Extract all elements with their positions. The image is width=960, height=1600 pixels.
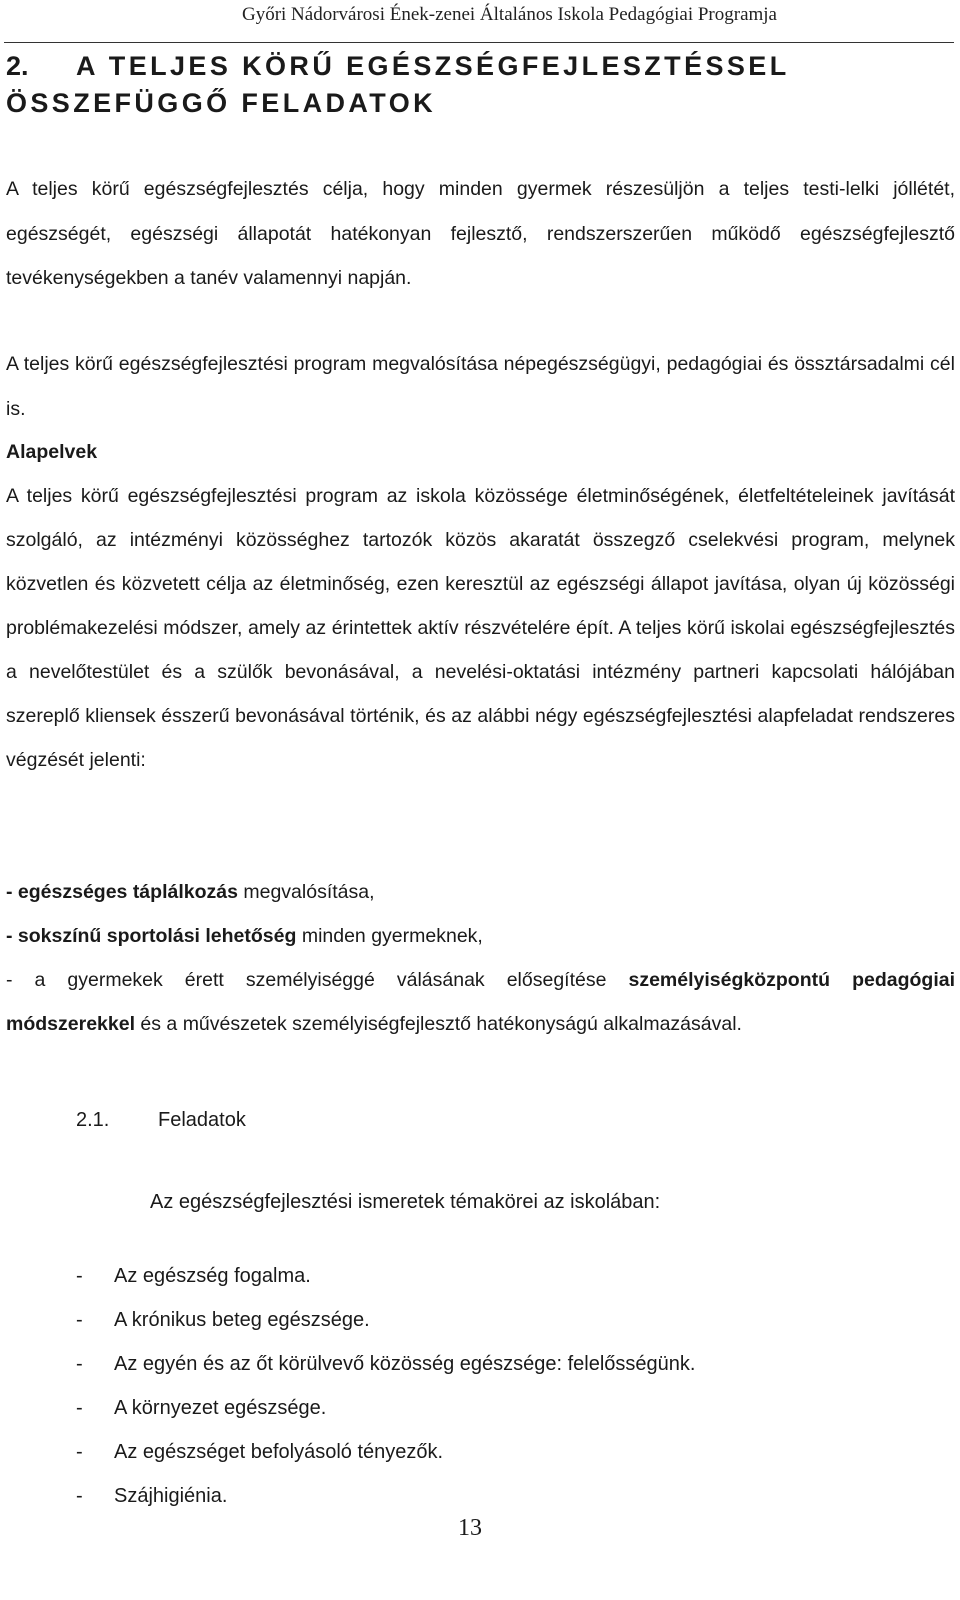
list-item-text: Szájhigiénia. bbox=[114, 1485, 228, 1507]
list-item-text: Az egyén és az őt körülvevő közösség egészsége: felelősségünk. bbox=[114, 1353, 696, 1375]
task-item-personality-bold: személyiségközpontú pedagógiai módszerekkel bbox=[6, 969, 955, 1035]
list-bullet: - bbox=[76, 1309, 83, 1331]
list-bullet: - bbox=[76, 1353, 83, 1375]
list-bullet: - bbox=[76, 1441, 83, 1463]
list-item bbox=[76, 1254, 695, 1298]
paragraph-goal: A teljes körű egészségfejlesztés célja, hogy minden gyermek részesüljön a teljes testi-lelki jóllétét, egészségét, egészségi állapotát hatékonyan fejlesztő, rendszerszerűen működő egészségfejlesztő tevékenységekben a tanév valamennyi napján. bbox=[6, 178, 955, 289]
section-heading-alapelvek: Alapelvek bbox=[6, 441, 98, 463]
list-item bbox=[76, 1474, 695, 1518]
list-bullet: - bbox=[76, 1397, 83, 1419]
paragraph-program: A teljes körű egészségfejlesztési program megvalósítása népegészségügyi, pedagógiai és össztársadalmi cél is. bbox=[6, 353, 955, 420]
subsection-title: Feladatok bbox=[158, 1109, 246, 1131]
task-item-personality-pre: - a gyermekek érett személyiséggé válásának elősegítése bbox=[6, 969, 629, 991]
task-item-nutrition bbox=[6, 870, 955, 914]
topics-list bbox=[76, 1254, 695, 1518]
list-item-text: A környezet egészsége. bbox=[114, 1397, 327, 1419]
list-bullet: - bbox=[76, 1265, 83, 1287]
chapter-title-line2: ÖSSZEFÜGGŐ FELADATOK bbox=[6, 88, 437, 118]
page-number: 13 bbox=[458, 1515, 482, 1541]
header-divider bbox=[4, 42, 954, 43]
chapter-title-line1: A TELJES KÖRŰ EGÉSZSÉGFEJLESZTÉSSEL bbox=[76, 51, 790, 81]
task-item-nutrition-bold: - egészséges táplálkozás bbox=[6, 881, 238, 903]
chapter-number: 2. bbox=[6, 51, 29, 81]
list-item-text: A krónikus beteg egészsége. bbox=[114, 1309, 370, 1331]
task-item-sport-bold: - sokszínű sportolási lehetőség bbox=[6, 925, 297, 947]
list-item bbox=[76, 1298, 695, 1342]
running-header: Győri Nádorvárosi Ének-zenei Általános Iskola Pedagógiai Programja bbox=[241, 4, 777, 25]
list-bullet: - bbox=[76, 1485, 83, 1507]
list-item bbox=[76, 1430, 695, 1474]
list-item-text: Az egészség fogalma. bbox=[114, 1265, 311, 1287]
task-item-sport bbox=[6, 914, 955, 958]
subsection-number: 2.1. bbox=[76, 1109, 110, 1131]
chapter-title bbox=[6, 48, 906, 122]
topics-intro: Az egészségfejlesztési ismeretek témakörei az iskolában: bbox=[150, 1191, 661, 1213]
list-item bbox=[76, 1386, 695, 1430]
subsection-heading bbox=[76, 1109, 246, 1132]
task-item-sport-rest: minden gyermeknek, bbox=[296, 925, 483, 947]
list-item-text: Az egészséget befolyásoló tényezők. bbox=[114, 1441, 444, 1463]
task-item-personality bbox=[6, 958, 955, 1046]
list-item bbox=[76, 1342, 695, 1386]
paragraph-principles: A teljes körű egészségfejlesztési program az iskola közössége életminőségének, életfeltételeinek javítását szolgáló, az intézményi közösséghez tartozók közös akaratát összegző cselekvési program, melynek közvetlen és közvetett célja az életminőség, ezen keresztül az egészségi állapot javítása, olyan új közösségi problémakezelési módszer, amely az érintettek aktív részvételére épít. A teljes körű iskolai egészségfejlesztés a nevelőtestület és a szülők bevonásával, a nevelési-oktatási intézmény partneri kapcsolati hálójában szereplő kliensek ésszerű bevonásával történik, és az alábbi négy egészségfejlesztési alapfeladat rendszeres végzését jelenti: bbox=[6, 485, 955, 771]
task-item-nutrition-rest: megvalósítása, bbox=[237, 881, 375, 903]
task-item-personality-rest: és a művészetek személyiségfejlesztő hatékonyságú alkalmazásával. bbox=[135, 1013, 742, 1035]
